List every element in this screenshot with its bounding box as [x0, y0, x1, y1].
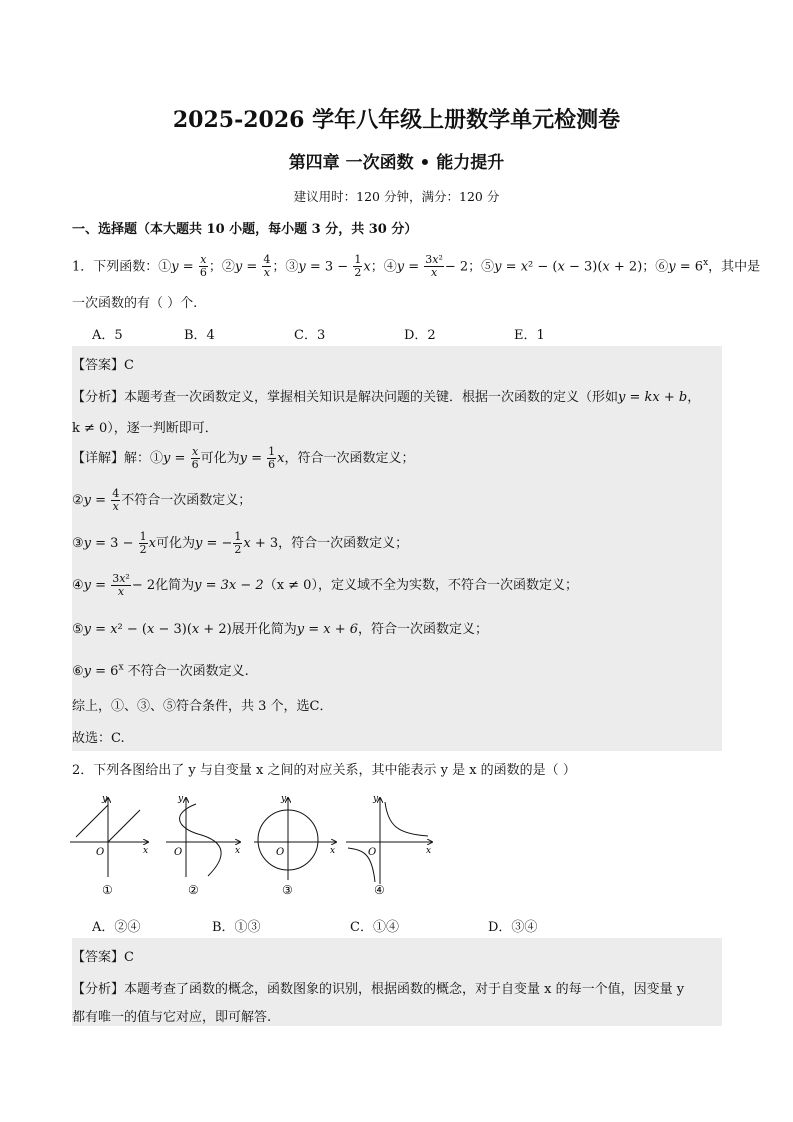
section-heading: 一、选择题（本大题共 10 小题，每小题 3 分，共 30 分） — [72, 222, 418, 237]
exam-info: 建议用时：120 分钟，满分：120 分 — [293, 189, 500, 204]
q1-choose: 故选：C. — [72, 731, 125, 746]
q1-tail: ，其中是 — [708, 259, 761, 275]
graph-2-x-label: x — [235, 846, 241, 856]
graph-3-label: ③ — [282, 883, 293, 897]
page-title: 2025-2026 学年八年级上册数学单元检测卷 — [172, 107, 621, 133]
q2-analysis-line1: 【分析】本题考查了函数的概念，函数图象的识别，根据函数的概念，对于自变量 x 的每一个值，因变量 y — [72, 982, 685, 997]
chapter-subtitle: 第四章 一次函数 • 能力提升 — [288, 153, 505, 173]
graph-1-y-label: y — [102, 794, 108, 804]
q2-answer: 【答案】C — [72, 950, 134, 965]
q1-detail-2: ②y = $\frac{4}{x}$ 不符合一次函数定义； — [72, 487, 252, 513]
q2-analysis-line2: 都有唯一的值与它对应，即可解答. — [72, 1010, 272, 1025]
q1-detail-4: ④y = $\frac{\text{3x²}}{x}$ − 2化简为y = 3x − 2（x ≠ 0），定义域不全为实数，不符合一次函数定义； — [72, 572, 578, 598]
q2-graphs — [68, 792, 438, 902]
q1-detail-1: 【详解】解：①y = $\frac{x}{6}$ 可化为y = $\frac{1}{6}$ x，符合一次函数定义； — [72, 445, 415, 471]
q1-answer: 【答案】C — [72, 358, 134, 373]
graph-4 — [346, 794, 432, 897]
q2-option-c[interactable]: C．①④ — [350, 920, 399, 935]
q1-analysis-line2: k ≠ 0），逐一判断即可． — [72, 421, 218, 436]
graph-1 — [70, 794, 148, 897]
graph-2-origin: O — [174, 847, 183, 858]
question-1-line2: 一次函数的有（ ）个. — [72, 296, 198, 311]
detail-label: 【详解】解： — [72, 451, 151, 466]
graph-1-line-right — [108, 810, 140, 842]
graph-4-branch-right — [385, 802, 428, 836]
q1-option-c[interactable]: C．3 — [294, 328, 326, 343]
q1-detail-5: ⑤y = x² − (x − 3)(x + 2)展开化简为y = x + 6，符合一次函数定义； — [72, 622, 489, 637]
q1-summary: 综上，①、③、⑤符合条件，共 3 个，选C． — [72, 699, 333, 714]
graph-2-y-label: y — [178, 794, 184, 804]
q1-option-e[interactable]: E．1 — [514, 328, 545, 343]
graph-2 — [166, 794, 240, 897]
graph-1-label: ① — [102, 883, 113, 897]
question-1-stem: 1．下列函数：①y = $\frac{x}{6}$ ；②y = $\frac{4}{x}$ ；③y = 3 − $\frac{1}{2}$ x；④y = $\frac{\text{3x²}}{x}$ − 2；⑤y = x² − (x − 3)(x + 2)；⑥y = $6^x$，其中是 — [72, 253, 761, 280]
q1-detail-3: ③y = 3 − $\frac{1}{2}$ x可化为y = − $\frac{1}{2}$ x + 3，符合一次函数定义； — [72, 530, 409, 556]
graph-4-x-label: x — [426, 846, 432, 856]
q1-option-a[interactable]: A．5 — [92, 328, 123, 343]
question-2-stem: 2．下列各图给出了 y 与自变量 x 之间的对应关系，其中能表示 y 是 x 的函数的是（ ） — [72, 763, 576, 778]
graph-3-x-label: x — [330, 846, 336, 856]
q1-intro: 1．下列函数： — [72, 259, 159, 275]
q1-option-b[interactable]: B．4 — [184, 328, 215, 343]
graph-1-line-left — [76, 805, 108, 837]
graph-3 — [254, 794, 336, 897]
graph-4-origin: O — [368, 847, 377, 858]
q2-option-a[interactable]: A．②④ — [92, 920, 141, 935]
graph-4-y-label: y — [373, 794, 379, 804]
graph-3-origin: O — [276, 847, 285, 858]
graph-2-label: ② — [188, 883, 199, 897]
q2-option-d[interactable]: D．③④ — [488, 920, 538, 935]
q1-analysis-line1: 【分析】本题考查一次函数定义，掌握相关知识是解决问题的关键．根据一次函数的定义（形如y = kx + b， — [72, 390, 701, 405]
q1-analysis-formula: y = kx + b — [618, 390, 688, 405]
q2-option-b[interactable]: B．①③ — [212, 920, 261, 935]
q1-analysis-text: 【分析】本题考查一次函数定义，掌握相关知识是解决问题的关键．根据一次函数的定义（形如 — [72, 390, 619, 405]
q1-option-d[interactable]: D．2 — [404, 328, 436, 343]
graph-3-y-label: y — [281, 794, 287, 804]
graph-1-origin: O — [96, 847, 105, 858]
q1-detail-6: ⑥y = $6^x$ 不符合一次函数定义. — [72, 662, 249, 679]
graph-1-x-label: x — [143, 846, 149, 856]
graph-4-label: ④ — [374, 883, 385, 897]
